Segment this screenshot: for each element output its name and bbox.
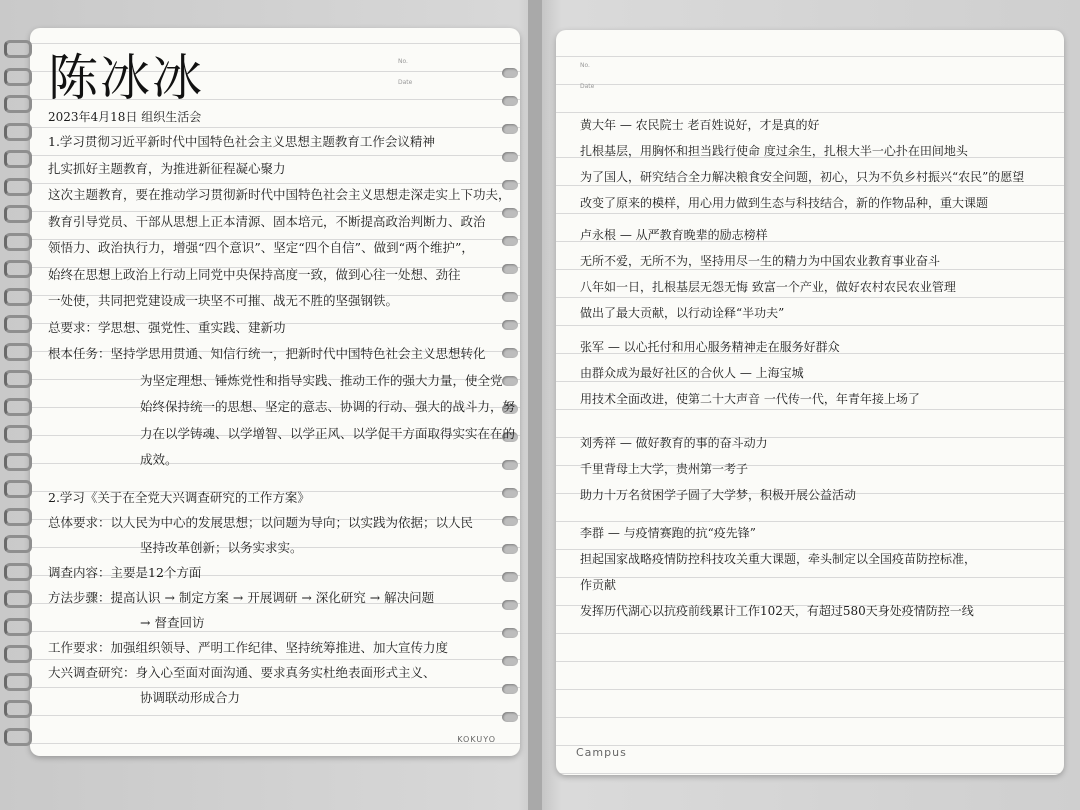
spiral-ring xyxy=(4,68,32,86)
handwritten-line: 用技术全面改进，使第二十大声音 一代传一代，年青年接上场了 xyxy=(580,392,920,406)
left-notebook-page xyxy=(30,28,520,756)
spiral-ring xyxy=(4,288,32,306)
handwritten-line: 扎实抓好主题教育，为推进新征程凝心聚力 xyxy=(48,160,286,176)
handwritten-line: 领悟力、政治执行力，增强“四个意识”、坚定“四个自信”、做到“两个维护”， xyxy=(48,240,474,255)
punch-hole xyxy=(502,236,518,246)
spiral-ring xyxy=(4,40,32,58)
spiral-ring xyxy=(4,205,32,223)
handwritten-line: 无所不爱，无所不为，坚持用尽一生的精力为中国农业教育事业奋斗 xyxy=(580,254,941,268)
spiral-ring xyxy=(4,315,32,333)
punch-hole xyxy=(502,488,518,498)
punch-hole xyxy=(502,628,518,638)
handwritten-line: → 督查回访 xyxy=(140,615,205,630)
profile-heading-line: 刘秀祥 — 做好教育的事的奋斗动力 xyxy=(580,436,768,450)
punch-hole xyxy=(502,264,518,274)
punch-hole xyxy=(502,376,518,386)
handwritten-line: 为坚定理想、锤炼党性和指导实践、推动工作的强大力量，使全党 xyxy=(140,372,503,388)
spiral-ring xyxy=(4,618,32,636)
handwritten-line: 总要求：学思想、强党性、重实践、建新功 xyxy=(48,319,286,335)
handwritten-line: 这次主题教育，要在推动学习贯彻新时代中国特色社会主义思想走深走实上下功夫， xyxy=(48,187,511,202)
kokuyo-brand: KOKUYO xyxy=(457,735,496,744)
date-label: Date xyxy=(580,83,595,90)
punch-hole xyxy=(502,712,518,722)
handwritten-line: 工作要求：加强组织领导、严明工作纪律、坚持统筹推进、加大宣传力度 xyxy=(48,640,449,655)
handwritten-line: 总体要求：以人民为中心的发展思想；以问题为导向；以实践为依据；以人民 xyxy=(48,515,474,530)
profile-heading-line: 卢永根 — 从严教育晚辈的励志榜样 xyxy=(580,228,768,242)
handwritten-line: 力在以学铸魂、以学增智、以学正风、以学促干方面取得实实在在的 xyxy=(140,425,516,441)
date-label: Date xyxy=(398,79,413,86)
handwritten-line: 坚持改革创新；以务实求实。 xyxy=(140,540,303,555)
punch-hole xyxy=(502,600,518,610)
spiral-ring xyxy=(4,453,32,471)
punch-hole xyxy=(502,320,518,330)
spiral-ring xyxy=(4,425,32,443)
punch-hole xyxy=(502,96,518,106)
spiral-ring xyxy=(4,370,32,388)
handwritten-line: 改变了原来的模样，用心用力做到生态与科技结合，新的作物品种，重大课题 xyxy=(580,196,989,210)
profile-heading-line: 黄大年 — 农民院士 老百姓说好，才是真的好 xyxy=(580,118,820,132)
spiral-ring xyxy=(4,343,32,361)
punch-hole xyxy=(502,656,518,666)
spiral-binding xyxy=(0,40,34,770)
handwritten-line: 教育引导党员、干部从思想上正本清源、固本培元，不断提高政治判断力、政治 xyxy=(48,213,486,229)
punch-hole xyxy=(502,124,518,134)
punch-hole xyxy=(502,460,518,470)
handwritten-line: 担起国家战略疫情防控科技攻关重大课题，牵头制定以全国疫苗防控标准， xyxy=(580,552,977,566)
punch-hole xyxy=(502,68,518,78)
left-corner-labels xyxy=(398,58,412,100)
spiral-ring xyxy=(4,480,32,498)
handwritten-line: 由群众成为最好社区的合伙人 — 上海宝城 xyxy=(580,366,804,380)
spiral-ring xyxy=(4,700,32,718)
campus-brand: Campus xyxy=(576,746,627,759)
handwritten-line: 方法步骤：提高认识 → 制定方案 → 开展调研 → 深化研究 → 解决问题 xyxy=(48,590,435,605)
handwritten-line: 扎根基层，用胸怀和担当践行使命 度过余生，扎根大半一心扑在田间地头 xyxy=(580,144,968,158)
punch-hole xyxy=(502,152,518,162)
spiral-ring xyxy=(4,728,32,746)
handwritten-line: 始终在思想上政治上行动上同党中央保持高度一致，做到心往一处想、劲往 xyxy=(48,266,461,282)
handwritten-line: 2.学习《关于在全党大兴调查研究的工作方案》 xyxy=(48,490,310,505)
handwritten-line: 助力十万名贫困学子圆了大学梦，积极开展公益活动 xyxy=(580,488,857,502)
handwritten-line: 成效。 xyxy=(140,452,178,467)
spiral-ring xyxy=(4,673,32,691)
spiral-ring xyxy=(4,95,32,113)
right-corner-labels xyxy=(580,62,594,104)
handwritten-line: 调查内容：主要是12个方面 xyxy=(48,565,202,580)
notebook-gutter xyxy=(528,0,542,810)
punch-hole xyxy=(502,208,518,218)
no-label: No. xyxy=(398,58,408,65)
handwritten-line: 1.学习贯彻习近平新时代中国特色社会主义思想主题教育工作会议精神 xyxy=(48,134,435,149)
spiral-ring xyxy=(4,535,32,553)
spiral-ring xyxy=(4,260,32,278)
right-notebook-page xyxy=(556,30,1064,775)
handwritten-line: 大兴调查研究：身入心至面对面沟通、要求真务实杜绝表面形式主义、 xyxy=(48,665,436,680)
punch-hole xyxy=(502,684,518,694)
date-line: 2023年4月18日 组织生活会 xyxy=(48,110,202,124)
spiral-ring xyxy=(4,178,32,196)
spiral-ring xyxy=(4,590,32,608)
handwritten-line: 始终保持统一的思想、坚定的意志、协调的行动、强大的战斗力，努 xyxy=(140,399,516,414)
punch-hole xyxy=(502,292,518,302)
punch-hole xyxy=(502,544,518,554)
profile-heading-line: 张军 — 以心托付和用心服务精神走在服务好群众 xyxy=(580,340,840,354)
punch-hole xyxy=(502,348,518,358)
handwritten-line: 千里背母上大学，贵州第一考子 xyxy=(580,462,749,476)
handwritten-line: 一处使，共同把党建设成一块坚不可摧、战无不胜的坚强钢铁。 xyxy=(48,293,399,308)
spiral-ring xyxy=(4,645,32,663)
handwritten-line: 根本任务：坚持学思用贯通、知信行统一，把新时代中国特色社会主义思想转化 xyxy=(48,346,486,361)
punch-hole xyxy=(502,572,518,582)
name-title: 陈冰冰 xyxy=(48,49,204,107)
spiral-ring xyxy=(4,508,32,526)
handwritten-line: 八年如一日，扎根基层无怨无悔 致富一个产业，做好农村农民农业管理 xyxy=(580,280,956,294)
spiral-ring xyxy=(4,233,32,251)
handwritten-line: 发挥历代湖心以抗疫前线累计工作102天，有超过580天身处疫情防控一线 xyxy=(580,604,974,618)
punch-hole xyxy=(502,516,518,526)
spiral-ring xyxy=(4,150,32,168)
profile-heading-line: 李群 — 与疫情赛跑的抗“疫先锋” xyxy=(580,526,756,540)
handwritten-line: 为了国人，研究结合全力解决粮食安全问题，初心，只为不负乡村振兴“农民”的愿望 xyxy=(580,170,1025,184)
spiral-ring xyxy=(4,123,32,141)
handwritten-line: 做出了最大贡献，以行动诠释“半功夫” xyxy=(580,306,785,320)
spiral-ring xyxy=(4,398,32,416)
handwritten-line: 作贡献 xyxy=(580,578,617,592)
spiral-ring xyxy=(4,563,32,581)
no-label: No. xyxy=(580,62,590,69)
handwritten-line: 协调联动形成合力 xyxy=(140,690,241,705)
